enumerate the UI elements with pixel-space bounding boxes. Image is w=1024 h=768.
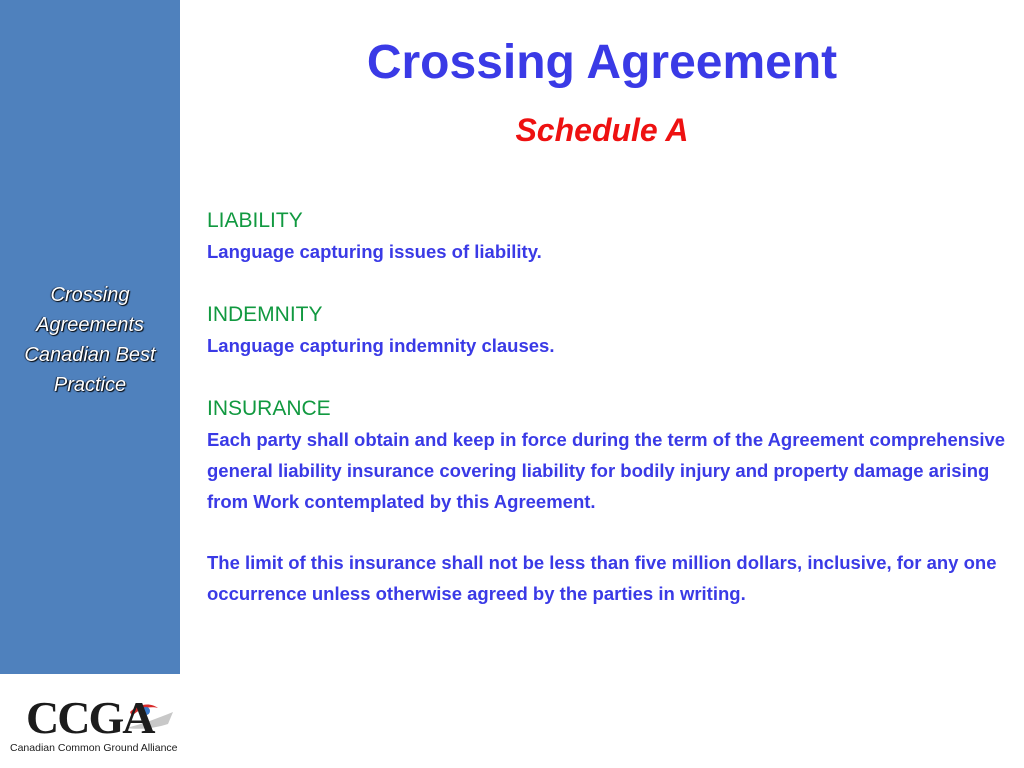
section-heading-liability: LIABILITY — [207, 209, 303, 232]
section-heading-indemnity: INDEMNITY — [207, 303, 323, 326]
sidebar-panel — [0, 0, 180, 674]
ccga-logo — [8, 690, 180, 760]
section-heading-insurance: INSURANCE — [207, 397, 331, 420]
slide-content — [207, 206, 1007, 609]
sidebar-line: Agreements — [36, 314, 144, 336]
liability-text: Language capturing issues of liability. — [207, 241, 542, 262]
slide-title: Crossing Agreement — [366, 36, 838, 89]
sidebar-caption — [0, 280, 180, 400]
insurance-limit-text: The limit of this insurance shall not be less than five million dollars, inclusive, for any one occurrence unless otherwise agreed by the parties in writing. — [207, 552, 997, 604]
insurance-text: Each party shall obtain and keep in force during the term of the Agreement comprehensive general liability insurance covering liability for bodily injury and property damage arising from Work contemplated by this Agreement. — [207, 429, 1006, 512]
slide-subtitle: Schedule A — [515, 112, 689, 148]
sidebar-line: Crossing — [50, 284, 130, 306]
sidebar-line: Practice — [53, 374, 127, 396]
logo-letters: CCGA — [26, 692, 154, 743]
logo-caption: Canadian Common Ground Alliance — [10, 742, 178, 754]
indemnity-text: Language capturing indemnity clauses. — [207, 335, 555, 356]
sidebar-line: Canadian Best — [24, 344, 156, 366]
